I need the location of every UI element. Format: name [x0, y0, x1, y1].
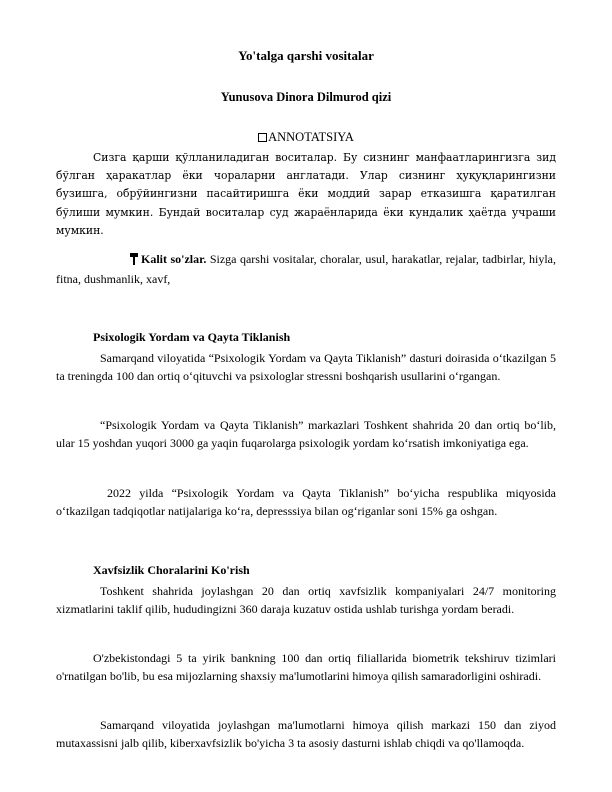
- section-paragraph: Toshkent shahrida joylashgan 20 dan ortiq xavfsizlik kompaniyalari 24/7 monitoring xizmatlarini taklif qilib, hududingizni 360 daraja kuzatuv ostida ushlab turishga yordam beradi.: [56, 584, 556, 617]
- missing-glyph-icon: [258, 133, 267, 142]
- section-paragraph: Samarqand viloyatida joylashgan ma'lumotlarni himoya qilish markazi 150 dan ziyod mutaxassisni jalb qilib, kiberxavfsizlik bo'yicha 3 ta asosiy dasturni ishlab chiqdi va qo'llamoqda.: [56, 718, 556, 751]
- section-paragraph: Samarqand viloyatida “Psixologik Yordam va Qayta Tiklanish” dasturi doirasida oʻtkazilgan 5 ta treningda 100 dan ortiq oʻqituvchi va psixologlar stressni boshqarish usullarini oʻrgangan.: [56, 351, 556, 384]
- section-paragraph: “Psixologik Yordam va Qayta Tiklanish” markazlari Toshkent shahrida 20 dan ortiq boʻlib, ular 15 yoshdan yuqori 3000 ga yaqin fuqarolarga psixologik yordam koʻrsatish imkoniyatiga ega.: [56, 418, 556, 451]
- annotation-heading: ANNOTATSIYA: [0, 130, 612, 145]
- keywords-paragraph: [56, 250, 556, 288]
- section-heading-psychological: Psixologik Yordam va Qayta Tiklanish: [93, 330, 291, 344]
- document-title: Yo'talga qarshi vositalar: [238, 48, 374, 63]
- section-paragraph: O'zbekistondagi 5 ta yirik bankning 100 dan ortiq filiallarida biometrik tekshiruv tizimlari o'rnatilgan bo'lib, bu esa mijozlarning shaxsiy ma'lumotlarini himoya qilish samaradorligini oshiradi.: [56, 651, 556, 684]
- section-heading-security: Xavfsizlik Choralarini Ko'rish: [93, 563, 250, 577]
- pushpin-icon: [93, 252, 138, 270]
- keywords-text: Sizga qarshi vositalar, choralar, usul, harakatlar, rejalar, tadbirlar, hiyla, fitna, dushmanlik, xavf,: [56, 252, 556, 287]
- keywords-label: Kalit so'zlar.: [141, 252, 207, 266]
- document-author: Yunusova Dinora Dilmurod qizi: [220, 90, 392, 104]
- section-paragraph: 2022 yilda “Psixologik Yordam va Qayta Tiklanish” boʻyicha respublika miqyosida oʻtkazilgan tadqiqotlar natijalariga koʻra, depresssiya bilan ogʻriganlar soni 15% ga oshgan.: [56, 486, 556, 519]
- annotation-text: Сизга қарши қўлланиладиган воситалар. Бу сизнинг манфаатларингизга зид бўлган ҳаракатлар ёки чораларни англатади. Улар сизнинг ҳуқуқларингизни бузишга, обрўйингизни пасайтиришга ёки моддий зарар етказишга қаратилган бўлиши мумкин. Бундай воситалар суд жараёнларида ёки кундалик ҳаётда учраши мумкин.: [56, 151, 556, 237]
